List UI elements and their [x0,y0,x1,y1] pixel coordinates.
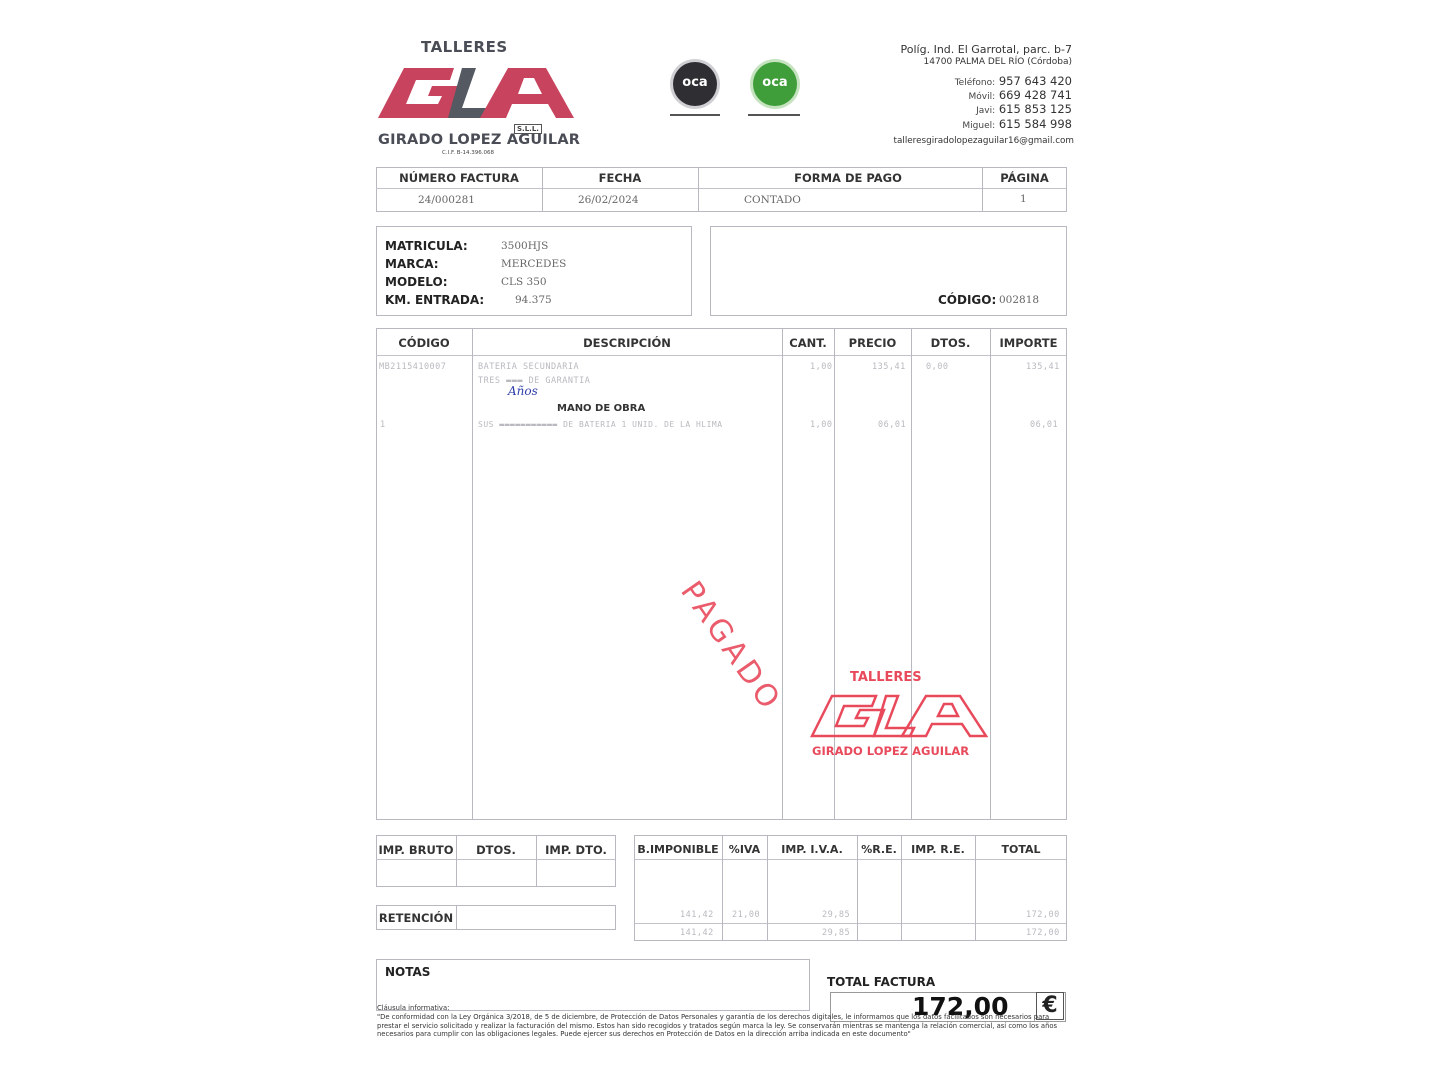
legal-text: "De conformidad con la Ley Orgánica 3/2018, de 5 de diciembre, de Protección de Datos Personales y garantía de los derechos digitales, le informamos que los datos facilitados son necesarios para prestar el servicio solicitado y realizar la facturación del mismo. Estos han sido recogidos y tratados según marca la ley. Se conservarán mientras se mantenga la relación comercial, así como los años necesarios para cumplir con las obligaciones legales. Puede ejercer sus derechos en Protección de Datos en la dirección arriba indicada en este documento" [377,1013,1058,1039]
fecha-label: FECHA [598,171,642,185]
re-pct-label: %R.E. [861,843,897,856]
company-cif: C.I.F. B-14.396.068 [442,150,494,156]
col-codigo-header: CÓDIGO [398,336,450,350]
row3-importe: 06,01 [1030,420,1059,430]
row1-descripcion: BATERIA SECUNDARIA [478,362,580,372]
imp-dto-label: IMP. DTO. [545,843,607,857]
lines-col-sep [782,328,783,820]
oca-badge-green-text: oca [762,75,788,90]
stamp-name: GIRADO LOPEZ AGUILAR [812,744,970,758]
row1-precio: 135,41 [872,362,906,372]
total-factura-value: 172,00 [912,992,1009,1021]
header-divider [376,188,1066,189]
retencion-label: RETENCIÓN [378,911,454,925]
address-line-2: 14700 PALMA DEL RÍO (Córdoba) [923,57,1072,67]
row3-cant: 1,00 [810,420,833,430]
totals-right-row-line [634,923,1066,924]
stamp-brand: TALLERES [850,670,922,685]
imp-iva-label: IMP. I.V.A. [781,843,843,856]
row1-dtos: 0,00 [926,362,949,372]
customer-codigo-label: CÓDIGO: [938,293,997,307]
customer-codigo-value: 002818 [999,294,1040,306]
logo-monogram [376,56,576,126]
mano-de-obra-title: MANO DE OBRA [557,403,646,414]
oca-badge-dark-text: oca [682,75,708,90]
invoice-page [360,30,1080,1070]
phone-label: Teléfono: [954,78,996,88]
imp-re-label: IMP. R.E. [911,843,965,856]
col-precio-header: PRECIO [848,336,897,350]
row3-descripcion: SUS ▬▬▬▬▬▬▬▬▬▬▬ DE BATERIA 1 UNID. DE LA HLIMA [478,420,723,429]
badge-underline [748,114,800,116]
notes-label: NOTAS [385,965,431,979]
modelo-label: MODELO: [385,275,448,289]
totals-right-divider [634,859,1066,860]
numero-factura-value: 24/000281 [418,194,475,206]
phone-label: Miguel: [962,121,996,131]
paid-stamp: PAGADO [673,575,789,719]
phone-value: 957 643 420 [998,74,1072,88]
km-entrada-value: 94.375 [515,294,552,306]
col-dtos-header: DTOS. [930,336,971,350]
dtos-total-label: DTOS. [476,843,516,857]
total-factura-label: TOTAL FACTURA [827,975,936,989]
logo-brand-top: TALLERES [421,38,508,56]
handwritten-note: Años [508,384,538,398]
numero-factura-label: NÚMERO FACTURA [399,171,519,185]
phone-value: 669 428 741 [998,88,1072,102]
lines-header-divider [376,355,1066,356]
company-email: talleresgiradolopezaguilar16@gmail.com [893,136,1074,146]
marca-value: MERCEDES [501,258,567,270]
imp-bruto-label: IMP. BRUTO [378,843,454,857]
oca-badge-green [753,62,797,106]
row3-precio: 06,01 [878,420,907,430]
total-row2-total: 172,00 [1026,928,1060,938]
row2-descripcion: TRES ▬▬▬ DE GARANTIA [478,376,591,386]
modelo-value: CLS 350 [501,276,547,288]
total-row1-b-imponible: 141,42 [680,910,714,920]
total-row1-iva-pct: 21,00 [732,910,761,920]
phone-value: 615 853 125 [998,102,1072,116]
totals-left-divider [376,859,615,860]
stamp-monogram [810,686,988,742]
total-row2-b-imponible: 141,42 [680,928,714,938]
phone-label: Móvil: [968,92,996,102]
row1-importe: 135,41 [1026,362,1060,372]
phone-miguel [962,117,1072,131]
fecha-value: 26/02/2024 [578,194,639,206]
phone-value: 615 584 998 [998,117,1072,131]
b-imponible-label: B.IMPONIBLE [637,843,719,856]
lines-col-sep [472,328,473,820]
pagina-label: PÁGINA [1000,171,1049,185]
total-row1-imp-iva: 29,85 [822,910,851,920]
col-importe-header: IMPORTE [999,336,1058,350]
row3-codigo: 1 [380,420,386,430]
marca-label: MARCA: [385,257,439,271]
lines-col-sep [990,328,991,820]
row1-codigo: MB2115410007 [379,362,447,372]
iva-pct-label: %IVA [728,843,761,856]
phone-label: Javi: [976,106,996,116]
phone-movil [969,88,1072,102]
col-descripcion-header: DESCRIPCIÓN [583,336,671,350]
matricula-value: 3500HJS [501,240,549,252]
km-entrada-label: KM. ENTRADA: [385,293,485,307]
oca-badge-dark [673,62,717,106]
matricula-label: MATRICULA: [385,239,468,253]
total-row2-imp-iva: 29,85 [822,928,851,938]
forma-pago-label: FORMA DE PAGO [794,171,902,185]
forma-pago-value: CONTADO [744,194,801,206]
company-stamp [810,670,990,760]
pagina-value: 1 [1020,193,1027,205]
col-cant-header: CANT. [789,336,827,350]
total-factura-currency: € [1036,992,1064,1020]
company-name: GIRADO LOPEZ AGUILAR [378,132,581,148]
legal-title: Cláusula informativa: [377,1004,450,1012]
address-line-1: Políg. Ind. El Garrotal, parc. b-7 [900,43,1072,56]
company-logo [376,38,581,156]
total-row1-total: 172,00 [1026,910,1060,920]
logo-suffix: S.L.L. [514,124,542,134]
row1-cant: 1,00 [810,362,833,372]
total-col-label: TOTAL [1001,843,1041,856]
phone-telefono [955,74,1072,88]
phone-javi [976,102,1072,116]
retencion-sep [456,905,457,930]
badge-underline [670,114,720,116]
